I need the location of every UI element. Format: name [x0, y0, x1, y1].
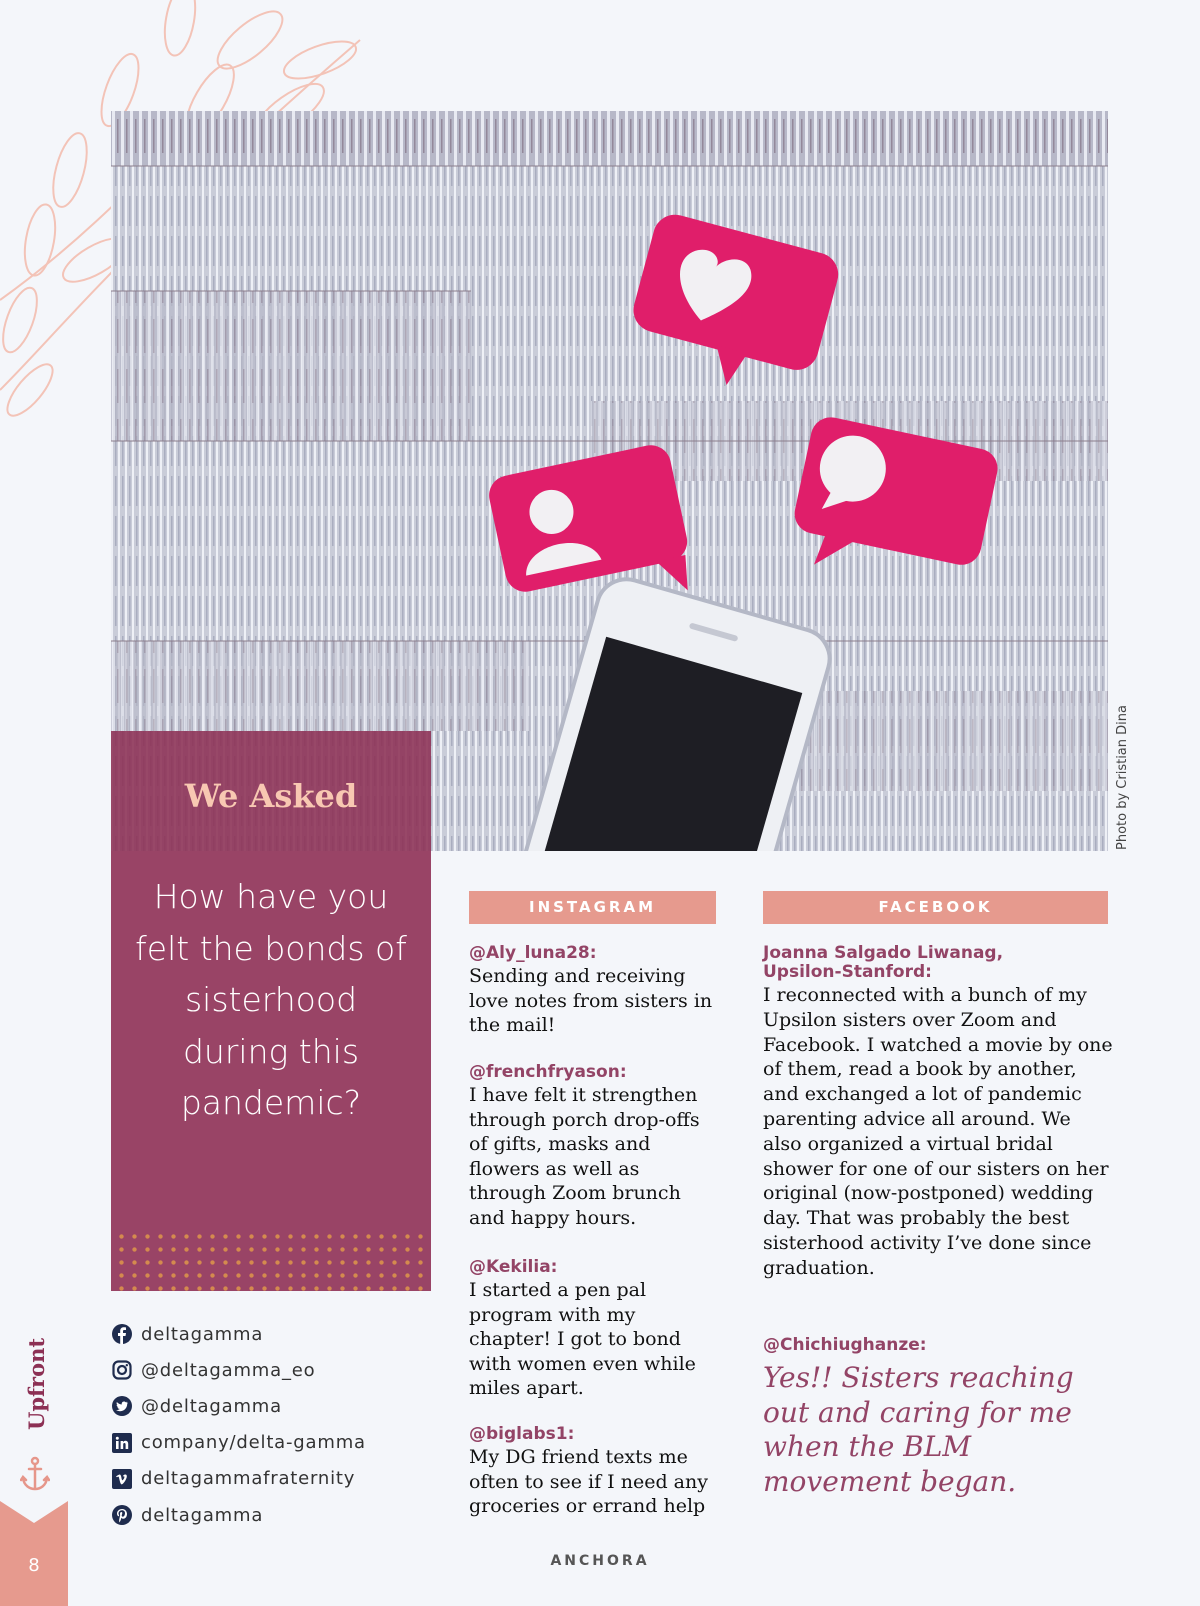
entry-handle: @Kekilia: [469, 1257, 558, 1277]
social-label: @deltagamma_eo [141, 1359, 316, 1381]
we-asked-title: We Asked [184, 777, 358, 815]
social-link-instagram[interactable] [112, 1352, 366, 1388]
social-links [112, 1316, 366, 1533]
instagram-icon [112, 1360, 132, 1380]
social-link-facebook[interactable] [112, 1316, 366, 1352]
social-label: company/delta-gamma [141, 1432, 366, 1454]
twitter-icon [112, 1396, 132, 1416]
instagram-entry [469, 1425, 719, 1519]
entry-text: My DG friend texts me often to see if I need any groceries or errand help [469, 1446, 708, 1517]
instagram-header: INSTAGRAM [469, 891, 716, 924]
entry-handle: @Aly_luna28: [469, 943, 597, 963]
entry-text: I have felt it strengthen through porch drop-offs of gifts, masks and flowers as well as through Zoom brunch and happy hours. [469, 1084, 700, 1229]
question-panel [111, 851, 431, 1291]
entry-text: I reconnected with a bunch of my Upsilon sisters over Zoom and Facebook. I watched a movie by one of them, read a book by another, and exchanged a lot of pandemic parenting advice all around. We also organized a virtual bridal shower for one of our sisters on her original (now-postponed) wedding day. That was probably the best sisterhood activity I’ve done since graduation. [763, 984, 1113, 1279]
linkedin-icon [112, 1433, 132, 1453]
social-label: deltagamma [141, 1323, 264, 1345]
photo-credit: Photo by Cristian Dina [1115, 705, 1130, 850]
facebook-icon [112, 1324, 132, 1344]
social-label: deltagamma [141, 1504, 264, 1526]
entry-name: Joanna Salgado Liwanag, [763, 943, 1004, 963]
entry-text: I started a pen pal program with my chapter! I got to bond with women even while miles apart. [469, 1279, 696, 1399]
social-label: @deltagamma [141, 1395, 282, 1417]
section-label: Upfront [24, 1337, 49, 1430]
facebook-quote [763, 1336, 1113, 1499]
dot-pattern-decoration [111, 1226, 431, 1291]
quote-handle: @Chichiughanze: [763, 1335, 927, 1355]
instagram-entry [469, 944, 719, 1038]
instagram-entry [469, 1258, 719, 1401]
entry-chapter: Upsilon-Stanford: [763, 962, 932, 982]
question-text: How have you felt the bonds of sisterhood during this pandemic? [135, 877, 407, 1122]
social-link-vimeo[interactable] [112, 1461, 366, 1497]
vimeo-icon [112, 1469, 132, 1489]
social-link-twitter[interactable] [112, 1388, 366, 1424]
facebook-entry [763, 944, 1113, 1281]
entry-handle: @biglabs1: [469, 1424, 575, 1444]
entry-handle: @frenchfryason: [469, 1062, 627, 1082]
social-link-linkedin[interactable] [112, 1425, 366, 1461]
page-number: 8 [28, 1555, 40, 1576]
social-label: deltagammafraternity [141, 1468, 356, 1490]
instagram-entry [469, 1063, 719, 1230]
pinterest-icon [112, 1505, 132, 1525]
entry-text: Sending and receiving love notes from sisters in the mail! [469, 965, 713, 1036]
facebook-header: FACEBOOK [763, 891, 1108, 924]
magazine-name: ANCHORA [550, 1553, 650, 1569]
anchor-icon [20, 1456, 50, 1492]
social-link-pinterest[interactable] [112, 1497, 366, 1533]
we-asked-banner [111, 731, 431, 851]
quote-text: Yes!! Sisters reaching out and caring for me when the BLM movement began. [763, 1361, 1074, 1498]
